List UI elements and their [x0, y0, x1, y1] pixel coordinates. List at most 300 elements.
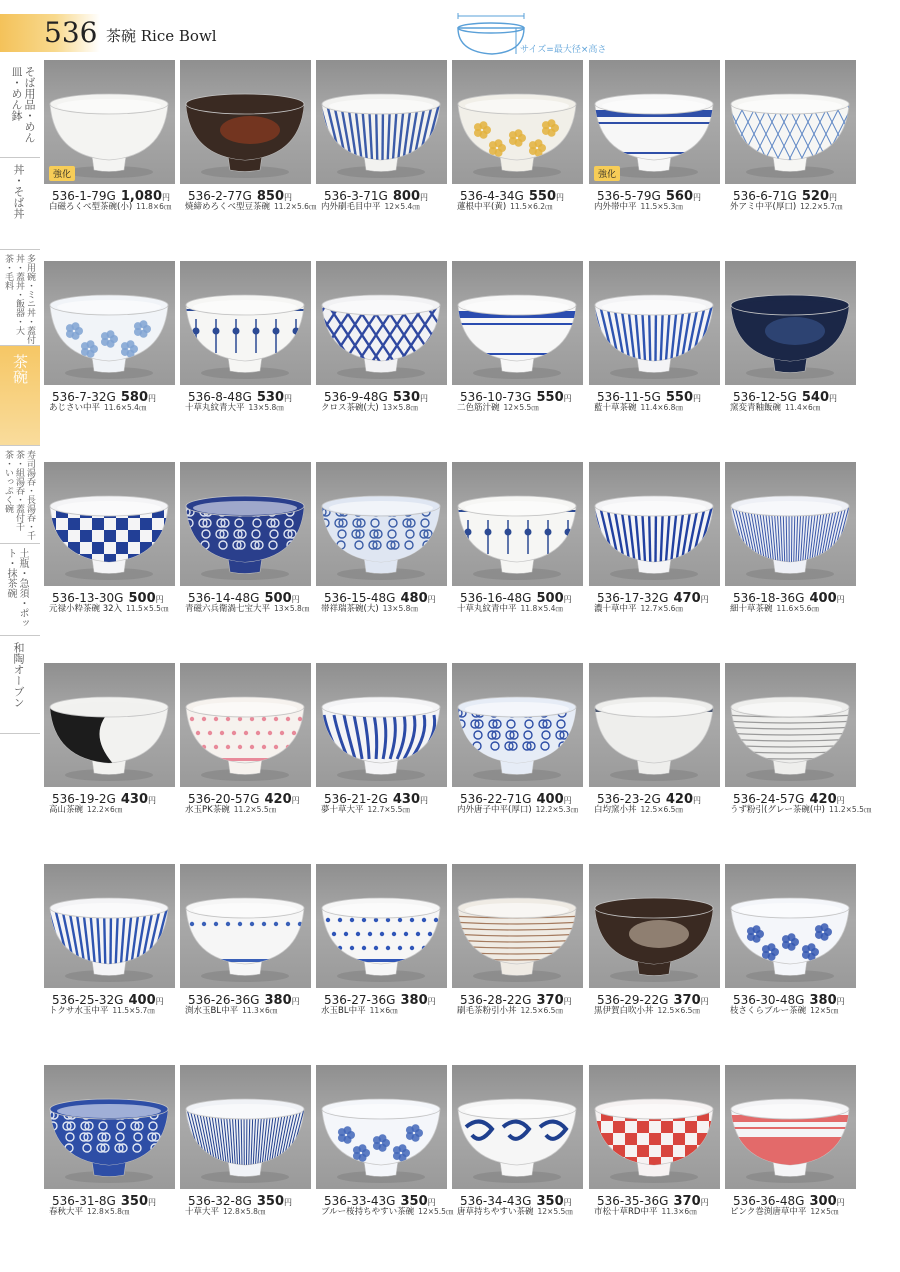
product-name: 十草丸紋青大平: [185, 403, 245, 413]
product-code: 536-6-71G: [733, 189, 797, 203]
yen-unit: 円: [427, 997, 436, 1006]
product-code: 536-8-48G: [188, 390, 252, 404]
product-card[interactable]: [316, 864, 447, 1016]
product-card[interactable]: [452, 1065, 583, 1217]
side-tab-soba[interactable]: [0, 60, 40, 158]
product-photo[interactable]: [316, 1065, 447, 1189]
product-name: 焼締めろくべ型豆茶碗: [185, 202, 271, 212]
product-name: 元禄小粋茶碗 32入: [49, 604, 123, 614]
product-price: 420: [665, 792, 694, 807]
product-card[interactable]: [725, 1065, 856, 1217]
product-card[interactable]: [316, 663, 447, 815]
product-name-size: [321, 803, 410, 815]
product-photo[interactable]: [725, 864, 856, 988]
product-size: 12.7×5.5㎝: [367, 805, 410, 814]
product-photo[interactable]: [44, 462, 175, 586]
product-code: 536-4-34G: [460, 189, 524, 203]
yen-unit: 円: [563, 394, 572, 403]
product-size: 11.8×5.4㎝: [520, 604, 563, 613]
product-photo[interactable]: [589, 1065, 720, 1189]
rice-bowl-image: [180, 864, 311, 988]
product-code: 536-22-71G: [460, 792, 532, 806]
product-code: 536-15-48G: [324, 591, 396, 605]
product-price: 480: [400, 591, 428, 606]
yen-unit: 円: [284, 1198, 293, 1207]
product-name: 夢十草大平: [321, 805, 364, 815]
rice-bowl-image: [725, 663, 856, 787]
yen-unit: 円: [836, 595, 845, 604]
product-code: 536-11-5G: [597, 390, 661, 404]
product-code: 536-13-30G: [52, 591, 124, 605]
product-code: 536-19-2G: [52, 792, 116, 806]
product-price: 530: [256, 390, 285, 405]
product-name-size: [730, 803, 871, 815]
product-price: 540: [801, 390, 830, 405]
page-number: 536: [44, 16, 98, 49]
yen-unit: 円: [836, 1198, 845, 1207]
product-photo[interactable]: [589, 60, 720, 184]
rice-bowl-image: [316, 60, 447, 184]
product-photo[interactable]: [180, 261, 311, 385]
product-price: 530: [392, 390, 421, 405]
yen-unit: 円: [700, 595, 709, 604]
product-size: 12×5.5㎝: [537, 1207, 573, 1216]
product-code: 536-26-36G: [188, 993, 260, 1007]
product-card[interactable]: [180, 1065, 311, 1217]
product-size: 12.5×6.5㎝: [657, 1006, 700, 1015]
product-name-size: [457, 401, 539, 413]
product-size: 13×5.8㎝: [382, 403, 418, 412]
yen-unit: 円: [420, 796, 429, 805]
product-card[interactable]: [316, 261, 447, 413]
rice-bowl-image: [44, 864, 175, 988]
product-photo[interactable]: [452, 261, 583, 385]
product-card[interactable]: [44, 663, 175, 815]
product-photo[interactable]: [180, 462, 311, 586]
rice-bowl-image: [589, 462, 720, 586]
rice-bowl-image: [589, 663, 720, 787]
product-name-size: [730, 401, 820, 413]
rice-bowl-image: [452, 1065, 583, 1189]
product-name: 内外帯中平: [594, 202, 637, 212]
rice-bowl-image: [589, 864, 720, 988]
product-name: 濃十草中平: [594, 604, 637, 614]
product-code: 536-3-71G: [324, 189, 388, 203]
product-price: 350: [400, 1194, 428, 1209]
product-photo[interactable]: [44, 261, 175, 385]
product-size: 13×5.8㎝: [382, 604, 418, 613]
rice-bowl-image: [180, 261, 311, 385]
rice-bowl-image: [180, 60, 311, 184]
product-name: 水玉PK茶碗: [185, 805, 230, 815]
product-price: 500: [128, 591, 156, 606]
product-price: 470: [673, 591, 701, 606]
product-code: 536-2-77G: [188, 189, 252, 203]
product-photo[interactable]: [725, 462, 856, 586]
product-code: 536-23-2G: [597, 792, 661, 806]
product-photo[interactable]: [589, 864, 720, 988]
product-photo[interactable]: [589, 663, 720, 787]
product-price: 350: [256, 1194, 285, 1209]
product-code: 536-28-22G: [460, 993, 532, 1007]
product-size: 11.3×6㎝: [242, 1006, 278, 1015]
product-photo[interactable]: [316, 462, 447, 586]
product-name: ブルー桜持ちやすい茶碗: [321, 1207, 415, 1217]
product-code: 536-20-57G: [188, 792, 260, 806]
product-card[interactable]: [452, 864, 583, 1016]
yen-unit: 円: [563, 796, 572, 805]
product-card[interactable]: [589, 60, 720, 212]
product-name: 黒伊賀白吹小丼: [594, 1006, 654, 1016]
yen-unit: 円: [829, 394, 838, 403]
product-name: 青磁六兵衛渦七宝大平: [185, 604, 271, 614]
product-price: 500: [536, 591, 564, 606]
side-tab-yunomi[interactable]: [0, 446, 40, 544]
product-card[interactable]: [44, 60, 175, 212]
product-name: 白磁ろくべ型茶碗(小): [49, 202, 133, 212]
product-size: 11.6×5.6㎝: [776, 604, 819, 613]
product-photo[interactable]: [180, 60, 311, 184]
product-photo[interactable]: [452, 864, 583, 988]
product-code: 536-24-57G: [733, 792, 805, 806]
product-price: 370: [536, 993, 564, 1008]
product-name: 白均窯小丼: [594, 805, 637, 815]
product-price: 420: [809, 792, 837, 807]
product-card[interactable]: [44, 864, 175, 1016]
product-card[interactable]: [180, 864, 311, 1016]
product-size: 11.3×6㎝: [661, 1207, 697, 1216]
yen-unit: 円: [427, 595, 436, 604]
yen-unit: 円: [291, 997, 300, 1006]
product-name-size: [321, 401, 418, 413]
product-name-size: [185, 1004, 277, 1016]
product-price: 500: [264, 591, 292, 606]
product-price: 550: [536, 390, 564, 405]
product-name-size: [49, 200, 171, 212]
product-card[interactable]: [589, 663, 720, 815]
product-photo[interactable]: [452, 462, 583, 586]
product-card[interactable]: [589, 261, 720, 413]
product-code: 536-21-2G: [324, 792, 388, 806]
yen-unit: 円: [284, 193, 293, 202]
product-name-size: [321, 1004, 398, 1016]
product-code: 536-12-5G: [733, 390, 797, 404]
product-name-size: [594, 401, 683, 413]
product-size: 11.2×5.5㎝: [828, 805, 872, 814]
product-photo[interactable]: [452, 663, 583, 787]
side-tab-donburi[interactable]: [0, 158, 40, 250]
product-price: 520: [801, 189, 830, 204]
product-name-size: [185, 602, 309, 614]
product-name: 市松十草RD中平: [594, 1207, 658, 1217]
product-price: 430: [120, 792, 149, 807]
product-card[interactable]: [452, 60, 583, 212]
side-tab-tayo[interactable]: [0, 250, 40, 346]
product-name-size: [185, 200, 316, 212]
product-price: 430: [392, 792, 421, 807]
yen-unit: 円: [427, 1198, 436, 1207]
product-photo[interactable]: [44, 1065, 175, 1189]
yen-unit: 円: [700, 1198, 709, 1207]
product-name: 帯祥瑞茶碗(大): [321, 604, 379, 614]
product-name-size: [49, 602, 168, 614]
product-size: 12.5×6.5㎝: [520, 1006, 563, 1015]
side-tab-label: 茶碗: [11, 354, 29, 384]
product-card[interactable]: [452, 663, 583, 815]
product-code: 536-35-36G: [597, 1194, 669, 1208]
product-code: 536-34-43G: [460, 1194, 532, 1208]
rice-bowl-image: [725, 261, 856, 385]
product-photo[interactable]: [44, 864, 175, 988]
product-price: 560: [665, 189, 694, 204]
product-photo[interactable]: [725, 1065, 856, 1189]
yen-unit: 円: [155, 595, 164, 604]
product-name: 高山茶碗: [49, 805, 84, 815]
product-code: 536-10-73G: [460, 390, 532, 404]
rice-bowl-image: [316, 864, 447, 988]
product-photo[interactable]: [316, 60, 447, 184]
page-title: 茶碗 Rice Bowl: [106, 27, 217, 45]
yen-unit: 円: [155, 997, 164, 1006]
rice-bowl-image: [589, 1065, 720, 1189]
product-size: 13×5.8㎝: [248, 403, 284, 412]
yen-unit: 円: [563, 1198, 572, 1207]
product-name-size: [185, 803, 276, 815]
product-photo[interactable]: [725, 60, 856, 184]
product-photo[interactable]: [589, 462, 720, 586]
product-price: 370: [673, 1194, 701, 1209]
product-photo[interactable]: [316, 261, 447, 385]
product-photo[interactable]: [180, 663, 311, 787]
product-price: 400: [809, 591, 837, 606]
side-tab-chawan[interactable]: [0, 346, 40, 446]
product-price: 370: [673, 993, 701, 1008]
product-price: 350: [120, 1194, 149, 1209]
product-name: うず粉引(グレー茶碗(中): [730, 805, 825, 815]
product-price: 850: [256, 189, 285, 204]
product-card[interactable]: [180, 60, 317, 212]
product-photo[interactable]: [316, 864, 447, 988]
yen-unit: 円: [148, 1198, 157, 1207]
product-photo[interactable]: [44, 663, 175, 787]
product-code: 536-5-79G: [597, 189, 661, 203]
product-name: 渕水玉BL中平: [185, 1006, 239, 1016]
product-name: 窯変青釉飯碗: [730, 403, 782, 413]
product-price: 580: [120, 390, 149, 405]
product-card[interactable]: [589, 864, 720, 1016]
product-card[interactable]: [316, 1065, 454, 1217]
product-size: 11.4×6.8㎝: [640, 403, 683, 412]
size-legend-text: サイズ=最大径×高さ: [520, 45, 607, 55]
product-name-size: [730, 1205, 838, 1217]
product-card[interactable]: [589, 1065, 720, 1217]
product-size: 11.2×5.6㎝: [274, 202, 317, 211]
rice-bowl-image: [180, 1065, 311, 1189]
reinforced-badge: 強化: [49, 166, 75, 181]
product-name: 内外刷毛目中平: [321, 202, 381, 212]
product-size: 12×5.5㎝: [503, 403, 539, 412]
rice-bowl-image: [316, 1065, 447, 1189]
product-photo[interactable]: [180, 1065, 311, 1189]
product-photo[interactable]: [452, 1065, 583, 1189]
product-price: 300: [809, 1194, 837, 1209]
product-photo[interactable]: [180, 864, 311, 988]
product-card[interactable]: [725, 864, 856, 1016]
product-price: 380: [809, 993, 837, 1008]
product-card[interactable]: [180, 663, 311, 815]
product-name-size: [594, 602, 683, 614]
product-name-size: [321, 602, 418, 614]
product-photo[interactable]: [44, 60, 175, 184]
product-name-size: [594, 803, 683, 815]
yen-unit: 円: [291, 796, 300, 805]
rice-bowl-image: [316, 462, 447, 586]
product-size: 11.4×6㎝: [785, 403, 821, 412]
product-code: 536-33-43G: [324, 1194, 396, 1208]
product-size: 12.2×6㎝: [87, 805, 123, 814]
product-size: 12.7×5.6㎝: [640, 604, 683, 613]
rice-bowl-image: [725, 864, 856, 988]
product-card[interactable]: [725, 663, 872, 815]
product-code: 536-17-32G: [597, 591, 669, 605]
product-price: 550: [665, 390, 694, 405]
rice-bowl-image: [452, 60, 583, 184]
product-size: 12×5.4㎝: [384, 202, 420, 211]
product-name-size: [457, 803, 578, 815]
product-card[interactable]: [452, 462, 583, 614]
product-price: 400: [128, 993, 156, 1008]
rice-bowl-image: [44, 663, 175, 787]
product-photo[interactable]: [725, 261, 856, 385]
yen-unit: 円: [693, 394, 702, 403]
product-size: 11.8×6㎝: [136, 202, 172, 211]
rice-bowl-image: [452, 663, 583, 787]
product-card[interactable]: [316, 60, 447, 212]
yen-unit: 円: [556, 193, 565, 202]
rice-bowl-image: [44, 261, 175, 385]
product-name: ピンク巻渕唐草中平: [730, 1207, 807, 1217]
product-code: 536-30-48G: [733, 993, 805, 1007]
product-code: 536-27-36G: [324, 993, 396, 1007]
product-name-size: [594, 1205, 697, 1217]
product-price: 350: [536, 1194, 564, 1209]
product-name-size: [457, 602, 563, 614]
product-code: 536-18-36G: [733, 591, 805, 605]
product-card[interactable]: [452, 261, 583, 413]
product-code: 536-7-32G: [52, 390, 116, 404]
product-name: クロス茶碗(大): [321, 403, 379, 413]
product-card[interactable]: [589, 462, 720, 614]
product-card[interactable]: [44, 1065, 175, 1217]
yen-unit: 円: [836, 796, 845, 805]
rice-bowl-image: [316, 261, 447, 385]
yen-unit: 円: [836, 997, 845, 1006]
product-size: 12.8×5.8㎝: [87, 1207, 130, 1216]
product-size: 12×5.5㎝: [418, 1207, 454, 1216]
product-size: 12×5㎝: [810, 1006, 839, 1015]
reinforced-badge: 強化: [594, 166, 620, 181]
rice-bowl-image: [452, 462, 583, 586]
product-code: 536-32-8G: [188, 1194, 252, 1208]
product-name: 唐草持ちやすい茶碗: [457, 1207, 534, 1217]
product-size: 13×5.8㎝: [274, 604, 310, 613]
product-name: あじさい中平: [49, 403, 101, 413]
product-photo[interactable]: [725, 663, 856, 787]
product-card[interactable]: [44, 462, 175, 614]
product-size: 11.5×5.3㎝: [640, 202, 683, 211]
product-price: 380: [400, 993, 428, 1008]
product-name: 外アミ中平(厚口): [730, 202, 797, 212]
rice-bowl-image: [44, 1065, 175, 1189]
product-name: 藍十草茶碗: [594, 403, 637, 413]
product-card[interactable]: [180, 462, 311, 614]
rice-bowl-image: [725, 462, 856, 586]
product-name-size: [185, 401, 284, 413]
product-card[interactable]: [725, 60, 856, 212]
product-price: 550: [528, 189, 557, 204]
product-name: トクサ水玉中平: [49, 1006, 109, 1016]
yen-unit: 円: [700, 997, 709, 1006]
product-name: 二色筋汁碗: [457, 403, 500, 413]
product-card[interactable]: [316, 462, 447, 614]
product-name: 枝さくらブルー茶碗: [730, 1006, 807, 1016]
product-card[interactable]: [725, 462, 856, 614]
rice-bowl-image: [316, 663, 447, 787]
product-photo[interactable]: [452, 60, 583, 184]
product-photo[interactable]: [589, 261, 720, 385]
product-size: 12.5×6.5㎝: [640, 805, 683, 814]
product-name-size: [594, 200, 683, 212]
product-name-size: [321, 1205, 453, 1217]
product-name: 春秋大平: [49, 1207, 84, 1217]
product-size: 11.2×5.5㎝: [233, 805, 277, 814]
product-size: 12.2×5.3㎝: [535, 805, 579, 814]
yen-unit: 円: [693, 796, 702, 805]
product-name-size: [457, 1205, 573, 1217]
product-photo[interactable]: [316, 663, 447, 787]
side-tab-dobin[interactable]: [0, 544, 40, 636]
side-tab-label: そば用品・めん皿・めん鉢: [10, 66, 36, 143]
product-name-size: [49, 1205, 129, 1217]
product-code: 536-25-32G: [52, 993, 124, 1007]
product-name-size: [49, 1004, 155, 1016]
side-tab-label: 丼・そば丼: [12, 164, 25, 219]
rice-bowl-image: [589, 261, 720, 385]
product-price: 1,080: [120, 189, 162, 204]
product-card[interactable]: [44, 261, 175, 413]
product-size: 11.5×6.2㎝: [510, 202, 553, 211]
product-size: 12.8×5.8㎝: [223, 1207, 266, 1216]
product-name-size: [457, 200, 553, 212]
yen-unit: 円: [563, 595, 572, 604]
yen-unit: 円: [291, 595, 300, 604]
product-price: 380: [264, 993, 292, 1008]
side-tab-label: 土瓶・急須・ポット・抹茶碗: [5, 548, 28, 628]
product-card[interactable]: [725, 261, 856, 413]
product-name: 蓮根中平(黄): [457, 202, 507, 212]
product-card[interactable]: [180, 261, 311, 413]
yen-unit: 円: [420, 193, 429, 202]
yen-unit: 円: [563, 997, 572, 1006]
side-tab-oven[interactable]: [0, 636, 40, 734]
product-size: 11.6×5.4㎝: [104, 403, 147, 412]
product-name-size: [594, 1004, 700, 1016]
rice-bowl-image: [180, 663, 311, 787]
product-name: 十草丸紋青中平: [457, 604, 517, 614]
product-name: 細十草茶碗: [730, 604, 773, 614]
product-name-size: [49, 401, 146, 413]
product-size: 11×6㎝: [369, 1006, 398, 1015]
